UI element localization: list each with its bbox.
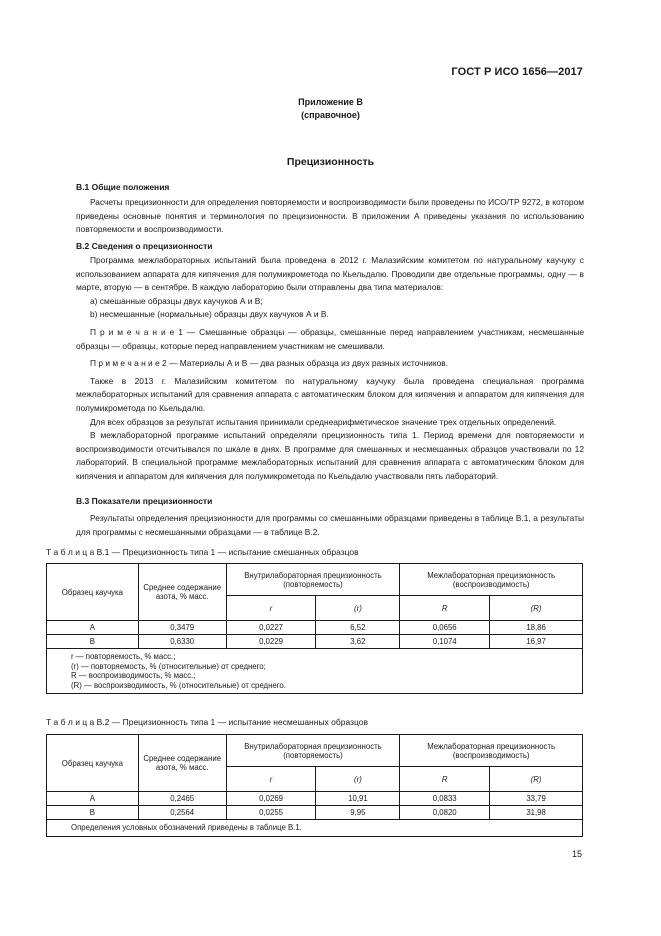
table-row	[47, 635, 583, 649]
cell: 9,95	[316, 806, 400, 820]
table-2	[46, 734, 583, 837]
header-r-rel: (r)	[316, 596, 400, 621]
cell: 0,0269	[226, 792, 316, 806]
cell: 33,79	[490, 792, 583, 806]
header-mean-nitrogen: Среднее содержание азота, % масс.	[138, 564, 226, 621]
header-r-rel: (r)	[316, 767, 400, 792]
header-r: r	[226, 596, 316, 621]
paragraph: Для всех образцов за результат испытания принимали среднеарифметическое значение трех отдельных определений.	[90, 416, 557, 427]
cell: 6,52	[316, 621, 400, 635]
table-1-caption-text: — Прецизионность типа 1 — испытание смешанных образцов	[109, 547, 359, 557]
cell: 0,0820	[400, 806, 490, 820]
cell: 0,0255	[226, 806, 316, 820]
header-reproducibility: Межлабораторная прецизионность (воспроизводимость)	[400, 564, 583, 596]
note-2-text: — Материалы А и В — два разных образца из двух разных источников.	[166, 358, 449, 369]
note-line: R — воспроизводимость, % масс.;	[71, 671, 196, 681]
paragraph: Расчеты прецизионности для определения повторяемости и воспроизводимости были проведены по ИСО/ТР 9272, в котором приведены основные понятия и терминология по прецизионности. В приложении А приведены указания по использованию повторяемости и воспроизводимости.	[76, 197, 584, 235]
header-R-rel: (R)	[490, 767, 583, 792]
table-1-label: Т а б л и ц а В.1	[46, 547, 110, 557]
section-b3-body	[76, 512, 584, 539]
cell: 16,97	[490, 635, 583, 649]
table-row	[47, 792, 583, 806]
table-1-notes	[47, 649, 583, 694]
list-item: b) несмешанные (нормальные) образцы двух каучуков А и В.	[90, 309, 329, 320]
cell: A	[47, 621, 139, 635]
cell: 18,86	[490, 621, 583, 635]
header-repeatability: Внутрилабораторная прецизионность (повторяемость)	[226, 735, 400, 767]
cell: 0,0833	[400, 792, 490, 806]
annex-heading	[0, 96, 661, 122]
header-sample: Образец каучука	[47, 735, 139, 792]
section-b3-heading: В.3 Показатели прецизионности	[76, 496, 213, 506]
note-1	[76, 326, 584, 353]
list-item: a) смешанные образцы двух каучуков А и В;	[90, 295, 263, 306]
cell: 0,0656	[400, 621, 490, 635]
cell: 0,0227	[226, 621, 316, 635]
note-line: (R) — воспроизводимость, % (относительные) от среднего.	[71, 680, 286, 690]
header-sample: Образец каучука	[47, 564, 139, 621]
header-mean-nitrogen: Среднее содержание азота, % масс.	[138, 735, 226, 792]
cell: 31,98	[490, 806, 583, 820]
header-reproducibility: Межлабораторная прецизионность (воспроизводимость)	[400, 735, 583, 767]
table-2-note: Определения условных обозначений приведены в таблице В.1.	[47, 820, 583, 837]
note-line: (r) — повторяемость, % (относительные) от среднего;	[71, 661, 266, 671]
annex-title: Приложение В	[298, 97, 363, 107]
cell: 0,6330	[138, 635, 226, 649]
page-title: Прецизионность	[286, 156, 375, 168]
section-b1-heading: В.1 Общие положения	[76, 182, 170, 192]
header-r: r	[226, 767, 316, 792]
note-1-label: П р и м е ч а н и е 1	[90, 326, 183, 337]
note-line: r — повторяемость, % масс.;	[71, 652, 176, 661]
note-1-text: — Смешанные образцы — образцы, смешанные перед направлением участникам, несмешанные образцы — образцы, которые перед направлением участникам не смешивали.	[76, 326, 584, 351]
header-repeatability: Внутрилабораторная прецизионность (повторяемость)	[226, 564, 400, 596]
cell: 3,62	[316, 635, 400, 649]
paragraph: В межлабораторной программе испытаний определяли прецизионность типа 1. Период времени для повторяемости и воспроизводимости отсчитывался по шкале в днях. В программе для смешанных и несмешанных образцов участвовали по 12 лабораторий. В специальной программе межлабораторных испытаний для сравнения аппарата с автоматическим блоком для кипячения и аппаратом для кипячения для полумикрометода по Кьельдалю участвовали пять лабораторий.	[76, 430, 584, 481]
note-2	[76, 357, 584, 371]
paragraph: Программа межлабораторных испытаний была проведена в 2012 г. Малазийским комитетом по натуральному каучуку с использованием аппарата для кипячения для полумикрометода по Кьельдалю. Проводили две отдельные программы, одну — в марте, вторую — в сентябре. В каждую лабораторию были отправлены два типа материалов:	[76, 255, 584, 293]
table-2-label: Т а б л и ц а В.2	[46, 717, 110, 727]
cell: 0,1074	[400, 635, 490, 649]
cell: B	[47, 806, 139, 820]
cell: 0,2564	[138, 806, 226, 820]
cell: 0,0229	[226, 635, 316, 649]
cell: 0,3479	[138, 621, 226, 635]
cell: 10,91	[316, 792, 400, 806]
section-b2-body	[76, 254, 584, 484]
header-R: R	[400, 767, 490, 792]
table-1	[46, 563, 583, 694]
section-b2-heading: В.2 Сведения о прецизионности	[76, 241, 213, 251]
cell: 0,2465	[138, 792, 226, 806]
table-row	[47, 621, 583, 635]
cell: B	[47, 635, 139, 649]
paragraph: Также в 2013 г. Малазийским комитетом по натуральному каучуку была проведена специальная программа межлабораторных испытаний для сравнения аппарата с автоматическим блоком для кипячения и аппаратом для кипячения для полумикрометода по Кьельдалю.	[76, 375, 584, 413]
table-1-caption	[46, 547, 359, 557]
cell: A	[47, 792, 139, 806]
header-R-rel: (R)	[490, 596, 583, 621]
note-2-label: П р и м е ч а н и е 2	[90, 358, 167, 369]
page-number: 15	[572, 849, 583, 859]
header-R: R	[400, 596, 490, 621]
table-2-caption	[46, 717, 368, 727]
annex-subtitle: (справочное)	[301, 110, 360, 120]
paragraph: Результаты определения прецизионности для программы со смешанными образцами приведены в таблице В.1, а результаты для программы с несмешанными образцами — в таблице В.2.	[76, 513, 584, 537]
table-2-caption-text: — Прецизионность типа 1 — испытание несмешанных образцов	[109, 717, 369, 727]
table-row	[47, 806, 583, 820]
standard-id: ГОСТ Р ИСО 1656—2017	[451, 66, 583, 78]
section-b1-body	[76, 196, 584, 237]
